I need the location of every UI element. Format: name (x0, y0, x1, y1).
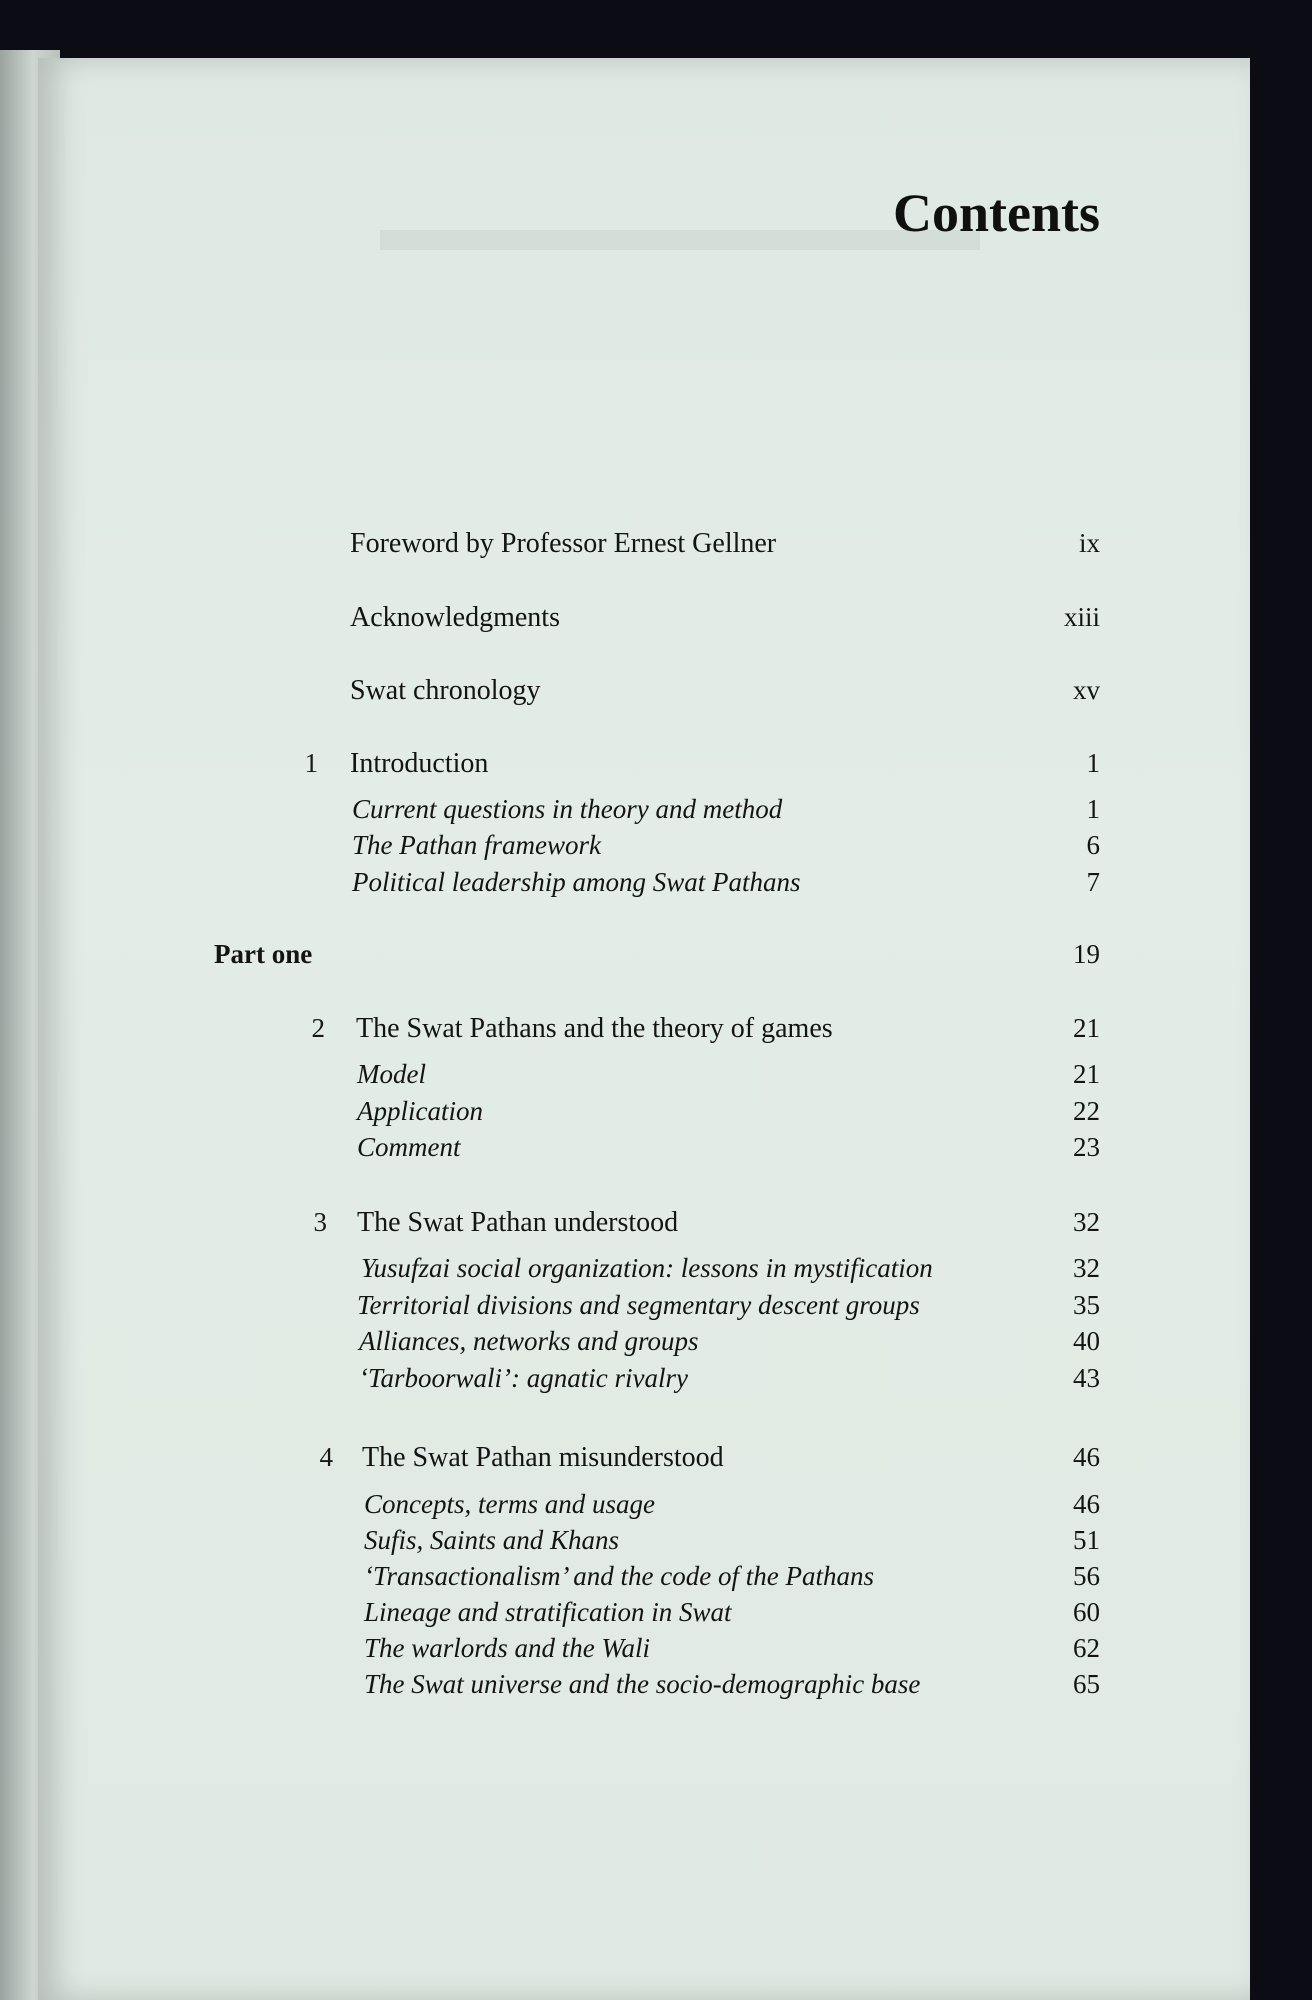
part-heading: Part one (214, 939, 313, 969)
toc-entry-title: Sufis, Saints and Khans (364, 1525, 620, 1555)
toc-entry-title: The Swat Pathans and the theory of games (356, 1013, 833, 1044)
toc-subentry (0, 1253, 1312, 1293)
toc-subentry (0, 1290, 1312, 1330)
chapter-number: 4 (319, 1442, 333, 1472)
toc-entry-page: 35 (1073, 1290, 1100, 1320)
toc-entry-page: 60 (1073, 1597, 1100, 1627)
toc-entry-foreword (0, 528, 1312, 568)
toc-subentry (0, 1669, 1312, 1709)
toc-subentry (0, 1525, 1312, 1565)
toc-entry-title: ‘Tarboorwali’: agnatic rivalry (359, 1363, 689, 1393)
toc-entry-page: 46 (1073, 1442, 1100, 1472)
chapter-number: 2 (311, 1013, 325, 1043)
toc-entry-page: 40 (1073, 1326, 1100, 1356)
toc-entry-page: 23 (1073, 1132, 1100, 1162)
toc-entry-page: 32 (1073, 1253, 1100, 1283)
toc-subentry (0, 830, 1312, 870)
toc-entry-title: Territorial divisions and segmentary descent groups (357, 1290, 920, 1320)
toc-entry-title: ‘Transactionalism’ and the code of the Pathans (364, 1561, 874, 1591)
toc-subentry (0, 1096, 1312, 1136)
toc-subentry (0, 794, 1312, 834)
toc-entry-title: The warlords and the Wali (364, 1633, 651, 1663)
toc-entry-title: Foreword by Professor Ernest Gellner (350, 528, 777, 559)
toc-entry-page: 1 (1086, 794, 1100, 824)
toc-entry-title: Yusufzai social organization: lessons in mystification (361, 1253, 933, 1283)
toc-entry-page: 21 (1073, 1059, 1100, 1089)
toc-entry-title: The Pathan framework (352, 830, 601, 860)
toc-entry-title: The Swat Pathan misunderstood (362, 1442, 724, 1473)
toc-entry-title: Concepts, terms and usage (364, 1489, 655, 1519)
toc-entry-page: 6 (1086, 830, 1100, 860)
toc-subentry (0, 1489, 1312, 1529)
toc-entry-title: Lineage and stratification in Swat (364, 1597, 732, 1627)
toc-entry-page: 65 (1073, 1669, 1100, 1699)
toc-entry-page: 43 (1073, 1363, 1100, 1393)
toc-entry-page: 21 (1073, 1013, 1100, 1043)
toc-entry-title: Acknowledgments (350, 602, 560, 633)
toc-entry-page: 56 (1073, 1561, 1100, 1591)
toc-entry-page: 19 (1073, 939, 1100, 969)
toc-entry-title: Swat chronology (350, 675, 541, 706)
toc-entry-page: xv (1073, 675, 1100, 705)
toc-entry-title: The Swat universe and the socio-demographic base (364, 1669, 921, 1699)
toc-entry-title: Introduction (350, 748, 489, 779)
toc-entry-title: Model (357, 1059, 426, 1089)
toc-entry-page: xiii (1063, 602, 1100, 632)
toc-subentry (0, 1561, 1312, 1601)
toc-entry-title: Current questions in theory and method (352, 794, 783, 824)
toc-entry-page: 62 (1073, 1633, 1100, 1663)
toc-subentry (0, 1633, 1312, 1673)
toc-entry-page: 1 (1086, 748, 1100, 778)
toc-entry-title: The Swat Pathan understood (357, 1207, 679, 1238)
toc-entry-title: Alliances, networks and groups (359, 1326, 699, 1356)
toc-entry-page: 32 (1073, 1207, 1100, 1237)
toc-entry-title: Political leadership among Swat Pathans (352, 867, 801, 897)
toc-subentry (0, 1363, 1312, 1403)
toc-part-one (0, 939, 1312, 979)
toc-entry-acknowledgments (0, 602, 1312, 642)
chapter-number: 1 (304, 748, 318, 778)
toc-subentry (0, 1326, 1312, 1366)
toc-subentry (0, 1597, 1312, 1637)
toc-entry-chapter-1 (0, 748, 1312, 788)
page-title: Contents (892, 183, 1100, 243)
chapter-number: 3 (313, 1207, 327, 1237)
toc-entry-page: ix (1078, 528, 1100, 558)
toc-entry-page: 22 (1073, 1096, 1100, 1126)
toc-entry-title: Application (357, 1096, 483, 1126)
toc-entry-title: Comment (357, 1132, 461, 1162)
toc-entry-page: 46 (1073, 1489, 1100, 1519)
toc-entry-chronology (0, 675, 1312, 715)
toc-entry-page: 7 (1086, 867, 1100, 897)
toc-subentry (0, 867, 1312, 907)
toc-entry-chapter-3 (0, 1207, 1312, 1247)
toc-subentry (0, 1132, 1312, 1172)
toc-subentry (0, 1059, 1312, 1099)
toc-entry-chapter-2 (0, 1013, 1312, 1053)
toc-entry-page: 51 (1073, 1525, 1100, 1555)
toc-entry-chapter-4 (0, 1442, 1312, 1482)
